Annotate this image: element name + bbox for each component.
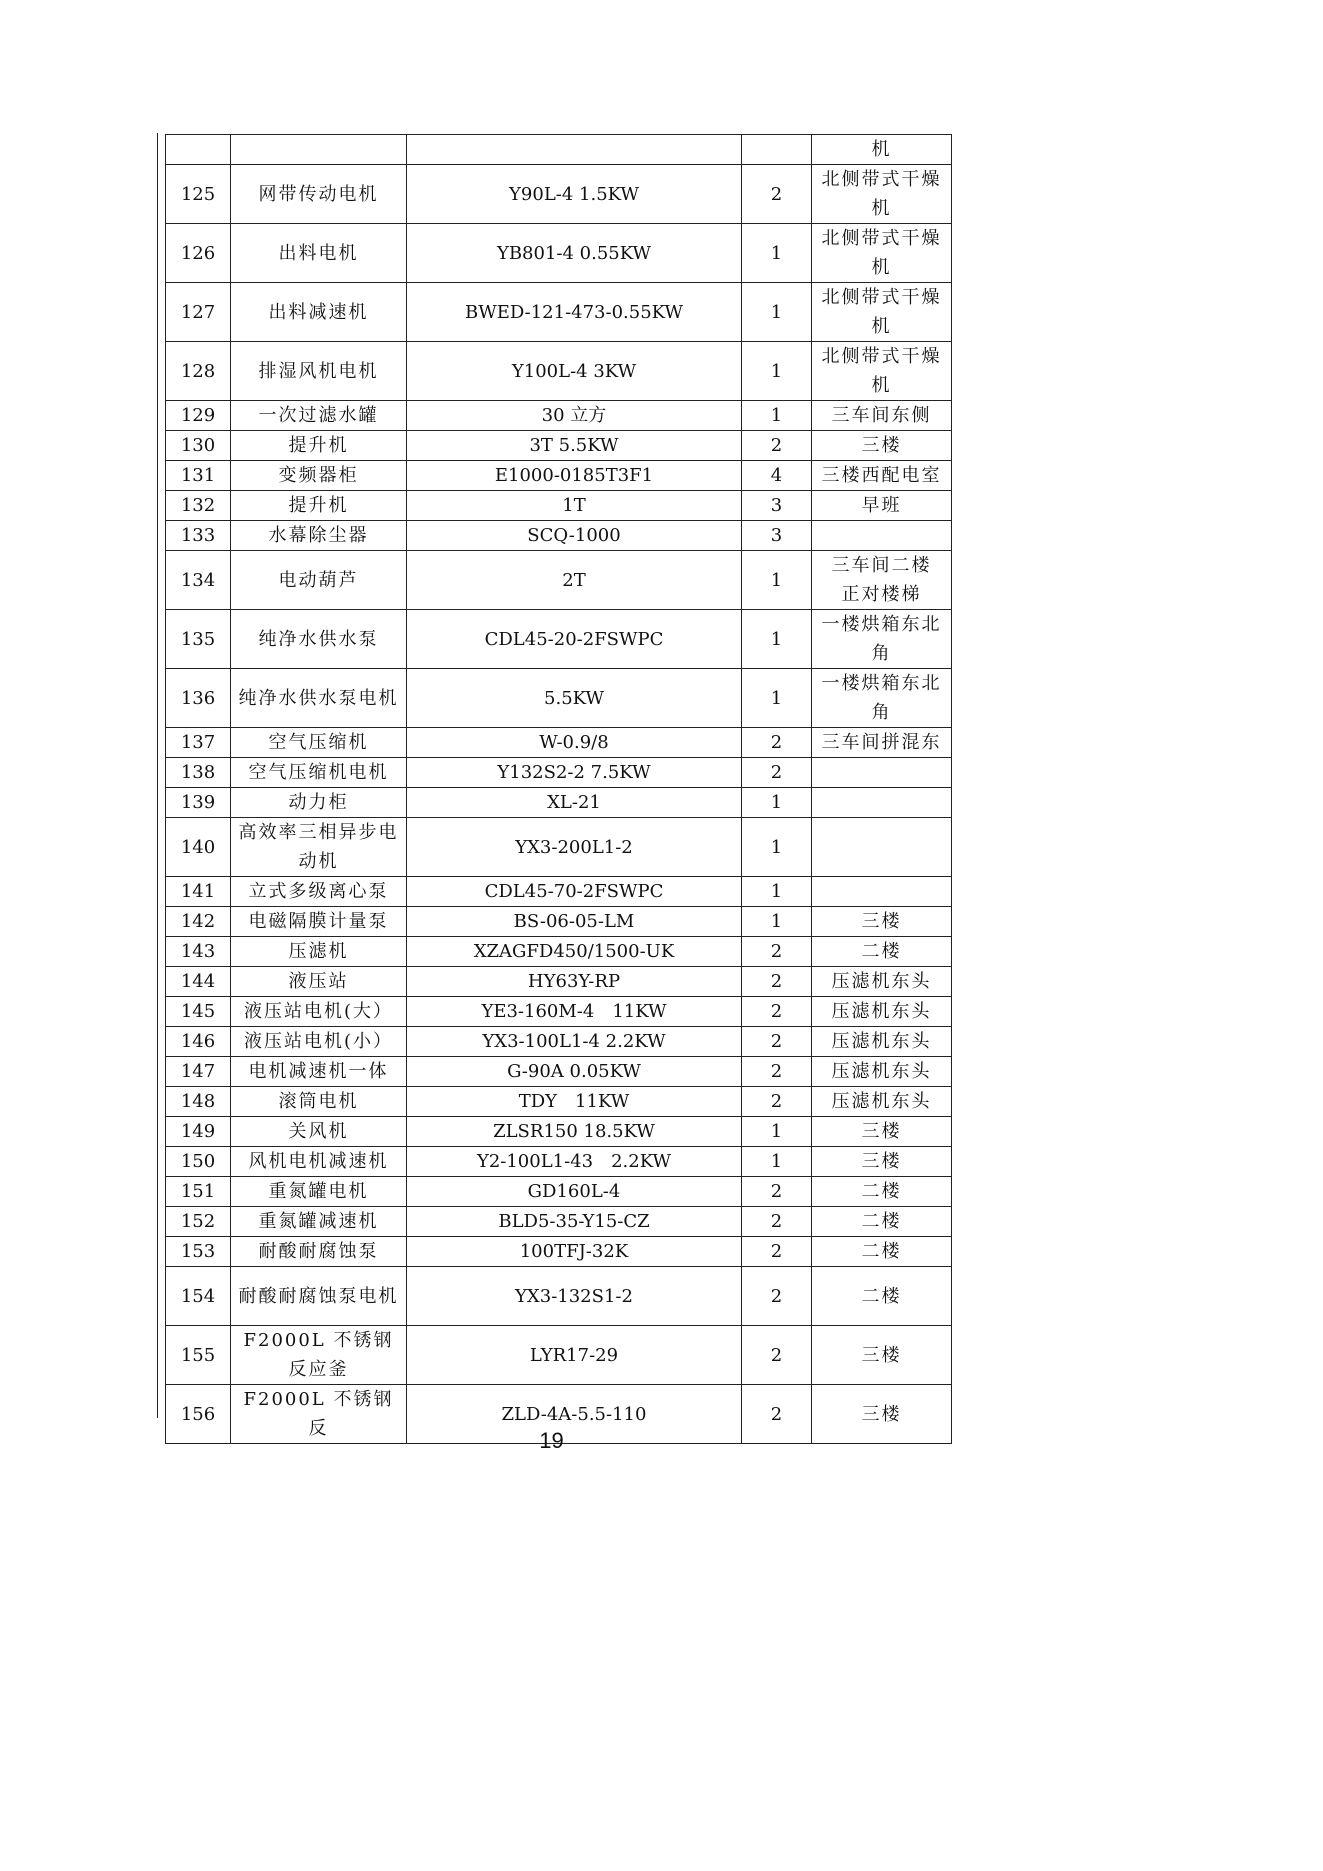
location: 三楼	[812, 1326, 952, 1385]
table-row	[166, 818, 952, 877]
equipment-name: 出料电机	[231, 224, 407, 283]
equipment-name: 液压站电机(大）	[231, 997, 407, 1027]
table-row	[166, 342, 952, 401]
location	[812, 788, 952, 818]
table-row	[166, 135, 952, 165]
quantity: 3	[742, 521, 812, 551]
equipment-name: 出料减速机	[231, 283, 407, 342]
row-number: 156	[166, 1385, 231, 1444]
row-number: 150	[166, 1147, 231, 1177]
location: 北侧带式干燥机	[812, 224, 952, 283]
quantity: 2	[742, 1385, 812, 1444]
model-spec: GD160L-4	[407, 1177, 742, 1207]
table-row	[166, 521, 952, 551]
quantity: 1	[742, 788, 812, 818]
row-number: 136	[166, 669, 231, 728]
model-spec: Y90L-4 1.5KW	[407, 165, 742, 224]
equipment-name: 立式多级离心泵	[231, 877, 407, 907]
location: 二楼	[812, 937, 952, 967]
table-row	[166, 1087, 952, 1117]
model-spec: 1T	[407, 491, 742, 521]
equipment-name: 液压站	[231, 967, 407, 997]
table-row	[166, 997, 952, 1027]
table-row	[166, 1237, 952, 1267]
equipment-table	[165, 134, 952, 1444]
table-row	[166, 669, 952, 728]
table-row	[166, 610, 952, 669]
equipment-name: 风机电机减速机	[231, 1147, 407, 1177]
table-row	[166, 551, 952, 610]
equipment-name: 提升机	[231, 431, 407, 461]
row-number: 151	[166, 1177, 231, 1207]
model-spec: Y2-100L1-43 2.2KW	[407, 1147, 742, 1177]
equipment-name: 空气压缩机	[231, 728, 407, 758]
model-spec: YX3-100L1-4 2.2KW	[407, 1027, 742, 1057]
quantity: 1	[742, 551, 812, 610]
equipment-name: 耐酸耐腐蚀泵电机	[231, 1267, 407, 1326]
table-row	[166, 728, 952, 758]
row-number: 142	[166, 907, 231, 937]
page-number: 19	[539, 1428, 564, 1453]
location: 三楼西配电室	[812, 461, 952, 491]
equipment-name: 电磁隔膜计量泵	[231, 907, 407, 937]
model-spec: W-0.9/8	[407, 728, 742, 758]
quantity: 2	[742, 1177, 812, 1207]
row-number: 125	[166, 165, 231, 224]
equipment-name: 动力柜	[231, 788, 407, 818]
model-spec: BS-06-05-LM	[407, 907, 742, 937]
equipment-name: 一次过滤水罐	[231, 401, 407, 431]
table-row	[166, 401, 952, 431]
model-spec: XZAGFD450/1500-UK	[407, 937, 742, 967]
table-row	[166, 1147, 952, 1177]
location: 三车间拼混东	[812, 728, 952, 758]
row-number: 128	[166, 342, 231, 401]
location: 三楼	[812, 907, 952, 937]
model-spec: ZLSR150 18.5KW	[407, 1117, 742, 1147]
equipment-name: 水幕除尘器	[231, 521, 407, 551]
model-spec: SCQ-1000	[407, 521, 742, 551]
quantity: 1	[742, 1147, 812, 1177]
quantity: 1	[742, 224, 812, 283]
location: 三楼	[812, 1117, 952, 1147]
table-row	[166, 1267, 952, 1326]
location: 压滤机东头	[812, 1057, 952, 1087]
equipment-name: 耐酸耐腐蚀泵	[231, 1237, 407, 1267]
row-number: 140	[166, 818, 231, 877]
location: 压滤机东头	[812, 1027, 952, 1057]
table-row	[166, 283, 952, 342]
binding-margin-line	[157, 133, 158, 1418]
table-row	[166, 491, 952, 521]
quantity: 2	[742, 728, 812, 758]
model-spec: YE3-160M-4 11KW	[407, 997, 742, 1027]
location: 三楼	[812, 431, 952, 461]
row-number: 127	[166, 283, 231, 342]
quantity: 4	[742, 461, 812, 491]
table-row	[166, 907, 952, 937]
model-spec: TDY 11KW	[407, 1087, 742, 1117]
row-number: 137	[166, 728, 231, 758]
location: 北侧带式干燥机	[812, 342, 952, 401]
quantity	[742, 135, 812, 165]
model-spec: LYR17-29	[407, 1326, 742, 1385]
quantity: 1	[742, 907, 812, 937]
row-number: 139	[166, 788, 231, 818]
model-spec: 30 立方	[407, 401, 742, 431]
table-row	[166, 1057, 952, 1087]
row-number: 126	[166, 224, 231, 283]
location: 早班	[812, 491, 952, 521]
location: 二楼	[812, 1177, 952, 1207]
equipment-name: 电动葫芦	[231, 551, 407, 610]
model-spec: YX3-200L1-2	[407, 818, 742, 877]
row-number: 132	[166, 491, 231, 521]
model-spec: YX3-132S1-2	[407, 1267, 742, 1326]
model-spec: BWED-121-473-0.55KW	[407, 283, 742, 342]
equipment-name: 重氮罐减速机	[231, 1207, 407, 1237]
location: 压滤机东头	[812, 997, 952, 1027]
quantity: 2	[742, 997, 812, 1027]
quantity: 1	[742, 283, 812, 342]
equipment-name: 重氮罐电机	[231, 1177, 407, 1207]
row-number: 153	[166, 1237, 231, 1267]
row-number: 148	[166, 1087, 231, 1117]
model-spec: XL-21	[407, 788, 742, 818]
location: 三楼	[812, 1385, 952, 1444]
model-spec: Y100L-4 3KW	[407, 342, 742, 401]
quantity: 1	[742, 610, 812, 669]
row-number: 133	[166, 521, 231, 551]
row-number: 129	[166, 401, 231, 431]
row-number: 145	[166, 997, 231, 1027]
model-spec: 3T 5.5KW	[407, 431, 742, 461]
location: 三车间东侧	[812, 401, 952, 431]
equipment-name: 电机减速机一体	[231, 1057, 407, 1087]
model-spec: Y132S2-2 7.5KW	[407, 758, 742, 788]
location: 一楼烘箱东北角	[812, 610, 952, 669]
location	[812, 877, 952, 907]
location: 三车间二楼 正对楼梯	[812, 551, 952, 610]
quantity: 2	[742, 1237, 812, 1267]
quantity: 1	[742, 342, 812, 401]
row-number: 152	[166, 1207, 231, 1237]
quantity: 2	[742, 967, 812, 997]
location	[812, 758, 952, 788]
quantity: 2	[742, 1267, 812, 1326]
equipment-name: 变频器柜	[231, 461, 407, 491]
row-number: 147	[166, 1057, 231, 1087]
quantity: 2	[742, 1057, 812, 1087]
quantity: 1	[742, 401, 812, 431]
row-number: 149	[166, 1117, 231, 1147]
location: 二楼	[812, 1237, 952, 1267]
table-row	[166, 937, 952, 967]
location: 压滤机东头	[812, 967, 952, 997]
quantity: 2	[742, 165, 812, 224]
table-row	[166, 461, 952, 491]
model-spec: 2T	[407, 551, 742, 610]
row-number: 143	[166, 937, 231, 967]
table-row	[166, 1207, 952, 1237]
model-spec: CDL45-70-2FSWPC	[407, 877, 742, 907]
location: 压滤机东头	[812, 1087, 952, 1117]
location: 北侧带式干燥机	[812, 283, 952, 342]
row-number	[166, 135, 231, 165]
quantity: 2	[742, 431, 812, 461]
quantity: 2	[742, 1207, 812, 1237]
location: 三楼	[812, 1147, 952, 1177]
table-row	[166, 224, 952, 283]
row-number: 130	[166, 431, 231, 461]
location: 机	[812, 135, 952, 165]
quantity: 3	[742, 491, 812, 521]
equipment-name	[231, 135, 407, 165]
row-number: 141	[166, 877, 231, 907]
location: 二楼	[812, 1267, 952, 1326]
location: 北侧带式干燥机	[812, 165, 952, 224]
location: 二楼	[812, 1207, 952, 1237]
equipment-name: 滚筒电机	[231, 1087, 407, 1117]
model-spec: 5.5KW	[407, 669, 742, 728]
row-number: 154	[166, 1267, 231, 1326]
equipment-name: 网带传动电机	[231, 165, 407, 224]
table-row	[166, 1027, 952, 1057]
equipment-name: 空气压缩机电机	[231, 758, 407, 788]
table-row	[166, 1326, 952, 1385]
table-row	[166, 431, 952, 461]
quantity: 2	[742, 758, 812, 788]
quantity: 2	[742, 937, 812, 967]
row-number: 146	[166, 1027, 231, 1057]
equipment-name: 提升机	[231, 491, 407, 521]
model-spec: HY63Y-RP	[407, 967, 742, 997]
equipment-table-body	[166, 135, 952, 1444]
model-spec: ZLD-4A-5.5-110	[407, 1385, 742, 1444]
table-row	[166, 788, 952, 818]
equipment-name: 高效率三相异步电动机	[231, 818, 407, 877]
equipment-name: 纯净水供水泵电机	[231, 669, 407, 728]
row-number: 155	[166, 1326, 231, 1385]
row-number: 144	[166, 967, 231, 997]
equipment-name: 液压站电机(小）	[231, 1027, 407, 1057]
table-row	[166, 165, 952, 224]
equipment-name: F2000L 不锈钢反	[231, 1385, 407, 1444]
model-spec: BLD5-35-Y15-CZ	[407, 1207, 742, 1237]
model-spec: YB801-4 0.55KW	[407, 224, 742, 283]
row-number: 134	[166, 551, 231, 610]
table-row	[166, 1117, 952, 1147]
quantity: 2	[742, 1027, 812, 1057]
quantity: 1	[742, 669, 812, 728]
model-spec: CDL45-20-2FSWPC	[407, 610, 742, 669]
row-number: 131	[166, 461, 231, 491]
location: 一楼烘箱东北角	[812, 669, 952, 728]
location	[812, 818, 952, 877]
quantity: 2	[742, 1326, 812, 1385]
location	[812, 521, 952, 551]
table-row	[166, 1177, 952, 1207]
equipment-name: F2000L 不锈钢反应釜	[231, 1326, 407, 1385]
model-spec: 100TFJ-32K	[407, 1237, 742, 1267]
equipment-name: 纯净水供水泵	[231, 610, 407, 669]
equipment-name: 关风机	[231, 1117, 407, 1147]
table-row	[166, 758, 952, 788]
quantity: 1	[742, 1117, 812, 1147]
equipment-name: 排湿风机电机	[231, 342, 407, 401]
quantity: 1	[742, 877, 812, 907]
quantity: 2	[742, 1087, 812, 1117]
model-spec: E1000-0185T3F1	[407, 461, 742, 491]
table-row	[166, 877, 952, 907]
quantity: 1	[742, 818, 812, 877]
row-number: 138	[166, 758, 231, 788]
table-row	[166, 967, 952, 997]
model-spec: G-90A 0.05KW	[407, 1057, 742, 1087]
row-number: 135	[166, 610, 231, 669]
model-spec	[407, 135, 742, 165]
equipment-name: 压滤机	[231, 937, 407, 967]
